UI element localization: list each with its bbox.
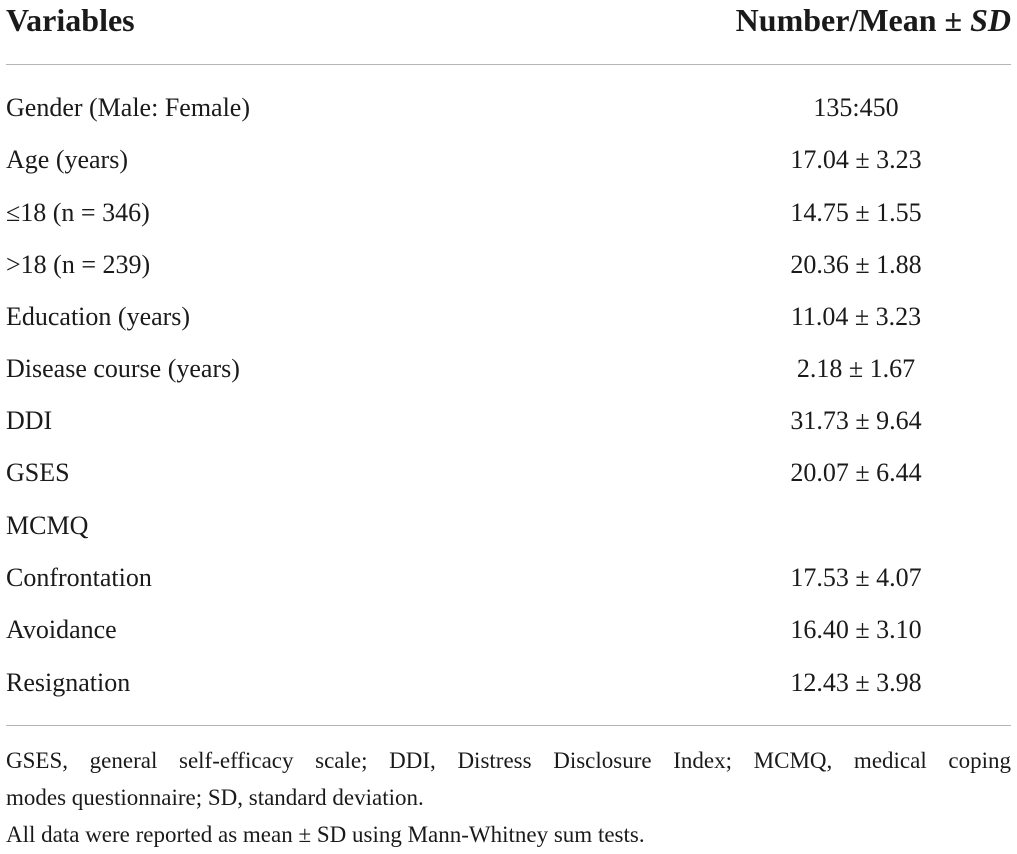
table-row — [6, 302, 1011, 354]
row-value: 20.07 ± 6.44 — [790, 458, 922, 487]
table-header — [6, 0, 1011, 44]
footnote-abbreviations-line1: GSES, general self-efficacy scale; DDI, Distress Disclosure Index; MCMQ, medical coping — [6, 748, 1011, 773]
table-row — [6, 563, 1011, 615]
header-variables: Variables — [6, 2, 135, 38]
table-row — [6, 354, 1011, 406]
row-value: 135:450 — [813, 93, 899, 122]
row-label: GSES — [6, 458, 70, 487]
row-value: 17.53 ± 4.07 — [790, 563, 922, 592]
row-label: Avoidance — [6, 615, 117, 644]
row-value: 11.04 ± 3.23 — [790, 302, 922, 331]
table-row — [6, 250, 1011, 302]
row-label: Resignation — [6, 668, 131, 697]
row-label: Disease course (years) — [6, 354, 240, 383]
footnote-abbreviations-line2: modes questionnaire; SD, standard deviation. — [6, 785, 424, 810]
table-row — [6, 145, 1011, 197]
header-rule — [6, 64, 1011, 65]
row-label: Age (years) — [6, 145, 128, 174]
row-label: ≤18 (n = 346) — [6, 198, 150, 227]
table-row — [6, 458, 1011, 510]
footnote-methods: All data were reported as mean ± SD using Mann-Whitney sum tests. — [6, 822, 645, 847]
row-value: 14.75 ± 1.55 — [790, 198, 922, 227]
row-label: MCMQ — [6, 511, 89, 540]
table-row — [6, 93, 1011, 145]
footer-rule — [6, 725, 1011, 726]
row-value: 12.43 ± 3.98 — [790, 668, 922, 697]
row-value: 31.73 ± 9.64 — [790, 406, 922, 435]
header-value — [736, 2, 1011, 39]
row-value: 17.04 ± 3.23 — [790, 145, 922, 174]
table-row — [6, 198, 1011, 250]
row-label: >18 (n = 239) — [6, 250, 151, 279]
header-value-sd: SD — [970, 2, 1011, 38]
row-label: Confrontation — [6, 563, 152, 592]
row-label: Education (years) — [6, 302, 191, 331]
header-value-prefix: Number/Mean ± — [735, 2, 971, 38]
table-row — [6, 511, 1011, 563]
row-value: 16.40 ± 3.10 — [790, 615, 922, 644]
row-value: 20.36 ± 1.88 — [790, 250, 922, 279]
row-label: DDI — [6, 406, 53, 435]
table-row — [6, 668, 1011, 720]
row-value: 2.18 ± 1.67 — [796, 354, 916, 383]
row-label: Gender (Male: Female) — [6, 93, 251, 122]
table-row — [6, 615, 1011, 667]
table-row — [6, 406, 1011, 458]
